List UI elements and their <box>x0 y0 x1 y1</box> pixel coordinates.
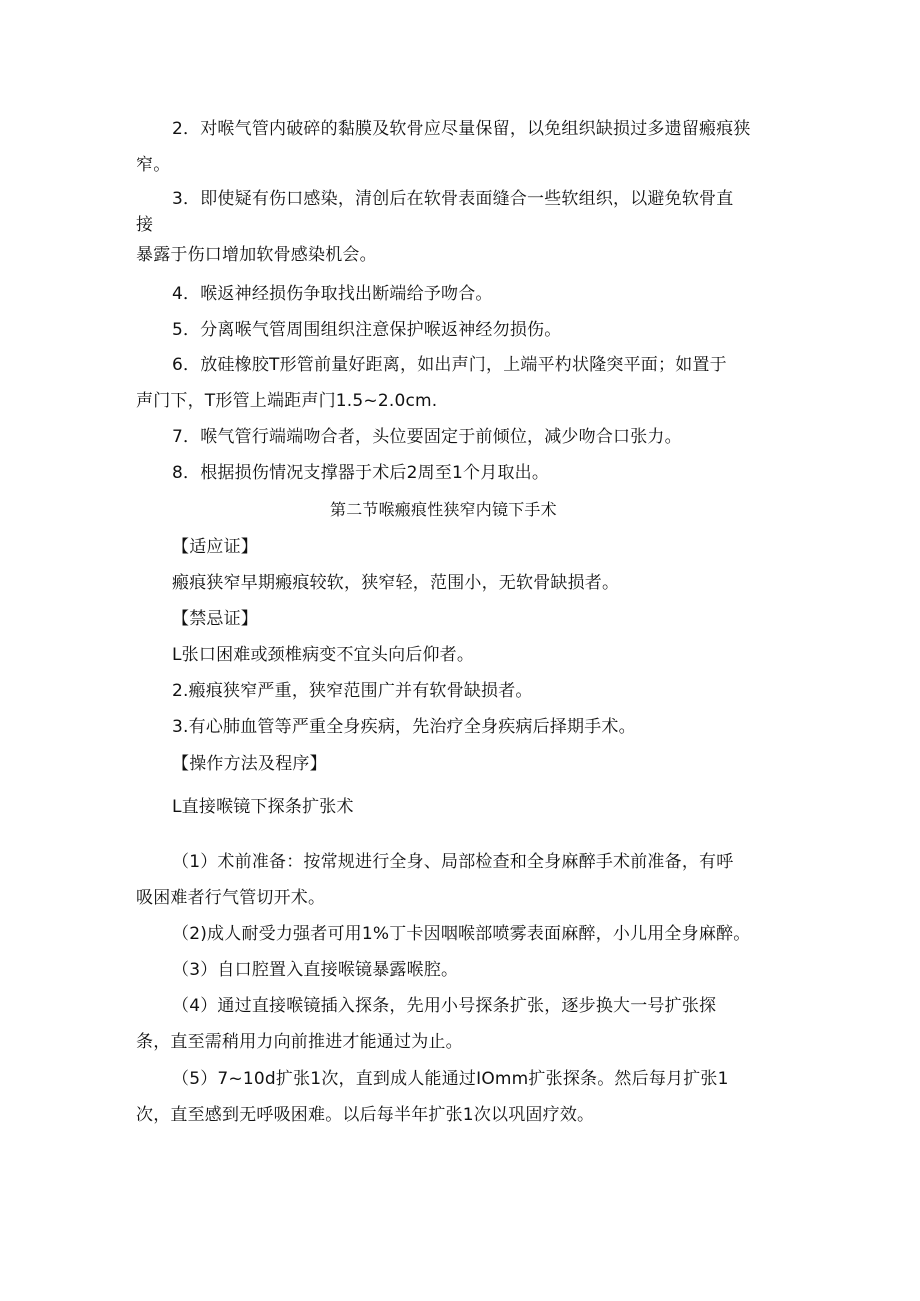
text-line: L张口困难或颈椎病变不宜头向后仰者。 <box>172 645 475 665</box>
text-line: （2)成人耐受力强者可用1%丁卡因咽喉部喷雾表面麻醉，小儿用全身麻醉。 <box>172 924 751 944</box>
text-line: 暴露于伤口增加软骨感染机会。 <box>136 245 377 265</box>
text-line: 接 <box>136 215 154 235</box>
text-line: （3）自口腔置入直接喉镜暴露喉腔。 <box>172 960 459 980</box>
text-line: 吸困难者行气管切开术。 <box>136 888 326 908</box>
text-line: 4．喉返神经损伤争取找出断端给予吻合。 <box>172 284 493 304</box>
text-line: 瘢痕狭窄早期瘢痕较软，狭窄轻，范围小，无软骨缺损者。 <box>172 573 620 593</box>
text-line: 5．分离喉气管周围组织注意保护喉返神经勿损伤。 <box>172 320 562 340</box>
text-line: （4）通过直接喉镜插入探条，先用小号探条扩张，逐步换大一号扩张探 <box>172 996 717 1016</box>
text-line: 6．放硅橡胶T形管前量好距离，如出声门，上端平杓状隆突平面；如置于 <box>172 355 727 375</box>
text-line: （1）术前准备：按常规进行全身、局部检查和全身麻醉手术前准备，有呼 <box>172 852 734 872</box>
text-line: 声门下，T形管上端距声门1.5~2.0cm. <box>136 391 438 411</box>
section-title: 第二节喉瘢痕性狭窄内镜下手术 <box>330 500 557 519</box>
section-heading: 【操作方法及程序】 <box>172 754 327 774</box>
text-line: 窄。 <box>136 155 171 175</box>
section-heading: 【适应证】 <box>172 537 258 557</box>
text-line: （5）7~10d扩张1次，直到成人能通过IOmm扩张探条。然后每月扩张1 <box>172 1069 729 1089</box>
text-line: 3．即使疑有伤口感染，清创后在软骨表面缝合一些软组织，以避免软骨直 <box>172 189 734 209</box>
text-line: L直接喉镜下探条扩张术 <box>172 797 354 817</box>
text-line: 3.有心肺血管等严重全身疾病，先治疗全身疾病后择期手术。 <box>172 717 636 737</box>
section-heading: 【禁忌证】 <box>172 609 258 629</box>
text-line: 条，直至需稍用力向前推进才能通过为止。 <box>136 1032 463 1052</box>
text-line: 次，直至感到无呼吸困难。以后每半年扩张1次以巩固疗效。 <box>136 1105 595 1125</box>
text-line: 8．根据损伤情况支撑器于术后2周至1个月取出。 <box>172 463 550 483</box>
text-line: 2．对喉气管内破碎的黏膜及软骨应尽量保留，以免组织缺损过多遗留瘢痕狭 <box>172 119 751 139</box>
text-line: 2.瘢痕狭窄严重，狭窄范围广并有软骨缺损者。 <box>172 681 533 701</box>
text-line: 7．喉气管行端端吻合者，头位要固定于前倾位，减少吻合口张力。 <box>172 427 682 447</box>
